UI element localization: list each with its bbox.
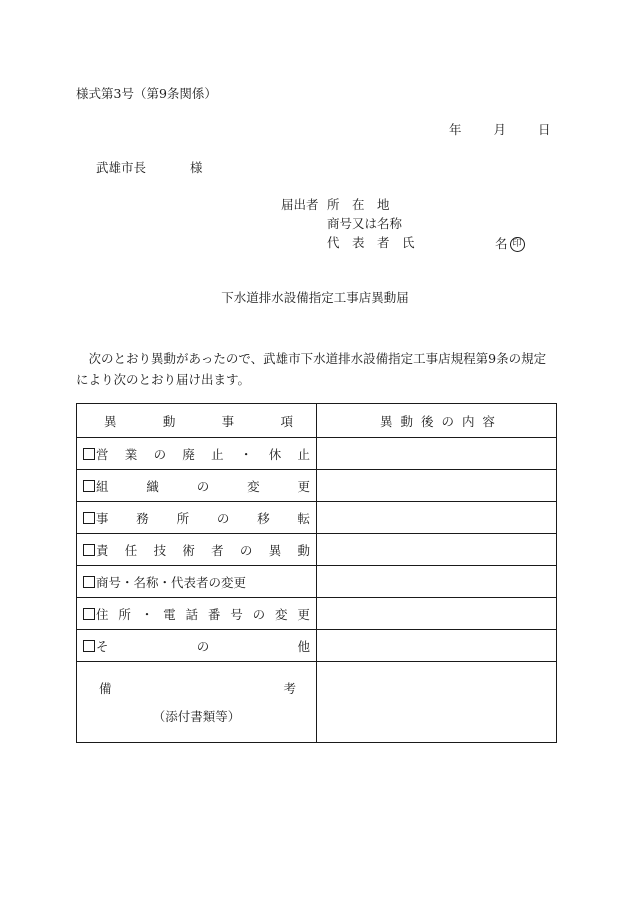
- char: 事: [221, 413, 235, 429]
- table-row: [77, 566, 557, 598]
- char: 他: [297, 638, 310, 654]
- checkbox-icon[interactable]: [83, 576, 95, 588]
- remarks-content-cell[interactable]: [317, 662, 557, 743]
- char: 休: [268, 446, 282, 462]
- addressee: [96, 162, 203, 175]
- applicant-business-name: 商号又は名称: [327, 216, 403, 231]
- change-content-cell[interactable]: [317, 630, 557, 662]
- char: の: [239, 542, 253, 558]
- table-row: [77, 438, 557, 470]
- char: ・: [140, 606, 154, 622]
- char: 動: [162, 413, 176, 429]
- char: 止: [211, 446, 224, 462]
- char: 営: [96, 446, 109, 462]
- char: 番: [207, 606, 221, 622]
- document-title: 下水道排水設備指定工事店異動届: [221, 290, 409, 305]
- char: 術: [182, 542, 195, 558]
- name-suffix: 名: [495, 236, 508, 251]
- change-content-cell[interactable]: [317, 470, 557, 502]
- addressee-name: 武雄市長: [96, 160, 147, 175]
- date-day: 日: [538, 122, 551, 137]
- change-item-label: [96, 541, 310, 559]
- char: 転: [297, 510, 310, 526]
- table-row: [77, 630, 557, 662]
- char: 組: [96, 478, 109, 494]
- char: 所: [176, 510, 190, 526]
- change-item: [77, 598, 317, 630]
- char: 務: [136, 510, 149, 526]
- change-item-label: [96, 637, 310, 655]
- applicant-block: [327, 197, 522, 256]
- checkbox-icon[interactable]: [83, 448, 95, 460]
- char: 住: [96, 606, 109, 622]
- char: 責: [96, 542, 109, 558]
- char: 電: [163, 606, 176, 622]
- change-item-label: [96, 605, 310, 623]
- char: そ: [96, 638, 109, 654]
- header-left: [77, 404, 317, 438]
- changes-table: [76, 403, 557, 743]
- char: 更: [297, 606, 310, 622]
- char: 備: [99, 681, 112, 696]
- char: の: [196, 478, 210, 494]
- remarks-sublabel: （添付書類等）: [152, 709, 241, 724]
- table-row: [77, 502, 557, 534]
- char: 異: [380, 413, 393, 429]
- change-item: [77, 566, 317, 598]
- checkbox-icon[interactable]: [83, 640, 95, 652]
- char: 業: [124, 446, 138, 462]
- char: の: [196, 638, 210, 654]
- char: 商号・名称・代表者の変更: [96, 574, 247, 590]
- change-item: [77, 470, 317, 502]
- char: 考: [283, 681, 296, 696]
- char: 動: [400, 413, 413, 429]
- change-item-label: [96, 509, 310, 527]
- char: 号: [230, 606, 243, 622]
- char: 動: [297, 542, 310, 558]
- date-year: 年: [449, 122, 462, 137]
- remarks-row: [77, 662, 557, 743]
- body-text: 次のとおり異動があったので、武雄市下水道排水設備指定工事店規程第9条の規定により次のとおり届け出ます。: [76, 351, 547, 387]
- checkbox-icon[interactable]: [83, 512, 95, 524]
- checkbox-icon[interactable]: [83, 608, 95, 620]
- change-item-label: [96, 477, 310, 495]
- change-content-cell[interactable]: [317, 534, 557, 566]
- char: 話: [185, 606, 199, 622]
- form-number: 様式第3号（第9条関係）: [76, 86, 217, 101]
- representative-name-suffix: [495, 237, 525, 252]
- applicant-address: 所 在 地: [327, 197, 390, 212]
- char: 異: [104, 413, 117, 429]
- table-row: [77, 470, 557, 502]
- seal-icon: 印: [510, 237, 525, 252]
- addressee-honorific: 様: [190, 160, 203, 175]
- char: 技: [153, 542, 167, 558]
- char: 廃: [182, 446, 195, 462]
- remarks-label-cell: [77, 662, 317, 743]
- change-content-cell[interactable]: [317, 502, 557, 534]
- table-row: [77, 598, 557, 630]
- representative-label: 代 表 者 氏: [327, 235, 415, 250]
- char: 任: [124, 542, 138, 558]
- checkbox-icon[interactable]: [83, 480, 95, 492]
- char: 所: [118, 606, 131, 622]
- char: の: [216, 510, 230, 526]
- char: 内: [461, 413, 475, 429]
- change-item: [77, 438, 317, 470]
- change-item-label: [96, 445, 310, 463]
- applicant-representative: [327, 235, 522, 256]
- table-header-row: [77, 404, 557, 438]
- char: の: [153, 446, 167, 462]
- change-content-cell[interactable]: [317, 566, 557, 598]
- applicant-label: 届出者: [281, 197, 319, 212]
- char: 後: [420, 413, 434, 429]
- header-right: [317, 404, 557, 438]
- char: 異: [268, 542, 282, 558]
- remarks-label: [77, 679, 316, 697]
- char: 項: [280, 413, 293, 429]
- char: 事: [96, 510, 109, 526]
- char: 止: [297, 446, 310, 462]
- char: 容: [482, 413, 495, 429]
- change-item: [77, 502, 317, 534]
- char: の: [252, 606, 266, 622]
- char: ・: [239, 446, 253, 462]
- date-line: [449, 124, 551, 137]
- change-content-cell[interactable]: [317, 438, 557, 470]
- char: 変: [247, 478, 260, 494]
- char: 織: [146, 478, 159, 494]
- change-item-label: [96, 573, 310, 591]
- change-item: [77, 630, 317, 662]
- table-row: [77, 534, 557, 566]
- char: 者: [211, 542, 224, 558]
- date-month: 月: [493, 122, 507, 137]
- change-item: [77, 534, 317, 566]
- char: の: [441, 413, 454, 429]
- char: 更: [297, 478, 310, 494]
- checkbox-icon[interactable]: [83, 544, 95, 556]
- change-content-cell[interactable]: [317, 598, 557, 630]
- char: 移: [257, 510, 270, 526]
- char: 変: [275, 606, 288, 622]
